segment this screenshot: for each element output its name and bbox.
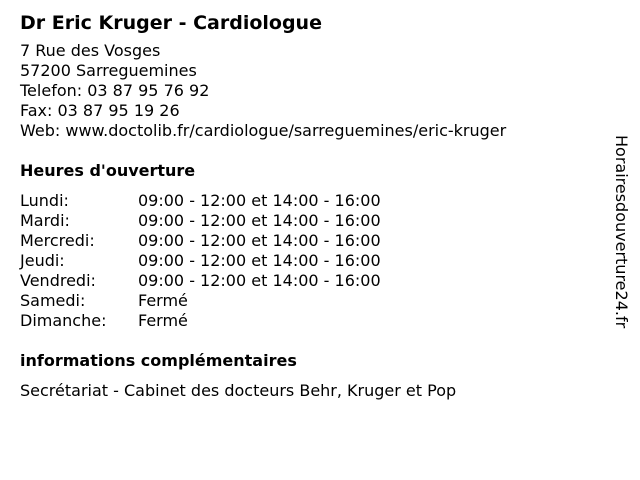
day-label: Dimanche: bbox=[20, 311, 107, 330]
hours-row-sunday bbox=[20, 311, 600, 331]
day-label: Jeudi: bbox=[20, 251, 65, 270]
hours-row-monday bbox=[20, 191, 600, 211]
page-title: Dr Eric Kruger - Cardiologue bbox=[20, 12, 322, 34]
hours-row-thursday bbox=[20, 251, 600, 271]
hours-row-tuesday bbox=[20, 211, 600, 231]
day-label: Vendredi: bbox=[20, 271, 96, 290]
day-label: Lundi: bbox=[20, 191, 69, 210]
day-hours: 09:00 - 12:00 et 14:00 - 16:00 bbox=[138, 271, 381, 290]
website: Web: www.doctolib.fr/cardiologue/sarreguemines/eric-kruger bbox=[20, 121, 507, 140]
day-label: Samedi: bbox=[20, 291, 86, 310]
day-hours: 09:00 - 12:00 et 14:00 - 16:00 bbox=[138, 231, 381, 250]
hours-heading: Heures d'ouverture bbox=[20, 161, 196, 180]
info-heading: informations complémentaires bbox=[20, 351, 297, 370]
opening-hours-table bbox=[20, 191, 600, 331]
address-block bbox=[20, 41, 600, 141]
site-watermark: Horairesdouverture24.fr bbox=[612, 135, 631, 329]
day-label: Mercredi: bbox=[20, 231, 95, 250]
hours-row-wednesday bbox=[20, 231, 600, 251]
day-hours: 09:00 - 12:00 et 14:00 - 16:00 bbox=[138, 211, 381, 230]
business-card bbox=[20, 10, 600, 401]
day-hours: 09:00 - 12:00 et 14:00 - 16:00 bbox=[138, 251, 381, 270]
hours-row-friday bbox=[20, 271, 600, 291]
city-address: 57200 Sarreguemines bbox=[20, 61, 197, 80]
fax-number: Fax: 03 87 95 19 26 bbox=[20, 101, 180, 120]
hours-row-saturday bbox=[20, 291, 600, 311]
day-hours: Fermé bbox=[138, 291, 188, 310]
street-address: 7 Rue des Vosges bbox=[20, 41, 161, 60]
info-text: Secrétariat - Cabinet des docteurs Behr, Kruger et Pop bbox=[20, 381, 457, 400]
phone-number: Telefon: 03 87 95 76 92 bbox=[20, 81, 210, 100]
day-hours: Fermé bbox=[138, 311, 188, 330]
day-hours: 09:00 - 12:00 et 14:00 - 16:00 bbox=[138, 191, 381, 210]
day-label: Mardi: bbox=[20, 211, 70, 230]
